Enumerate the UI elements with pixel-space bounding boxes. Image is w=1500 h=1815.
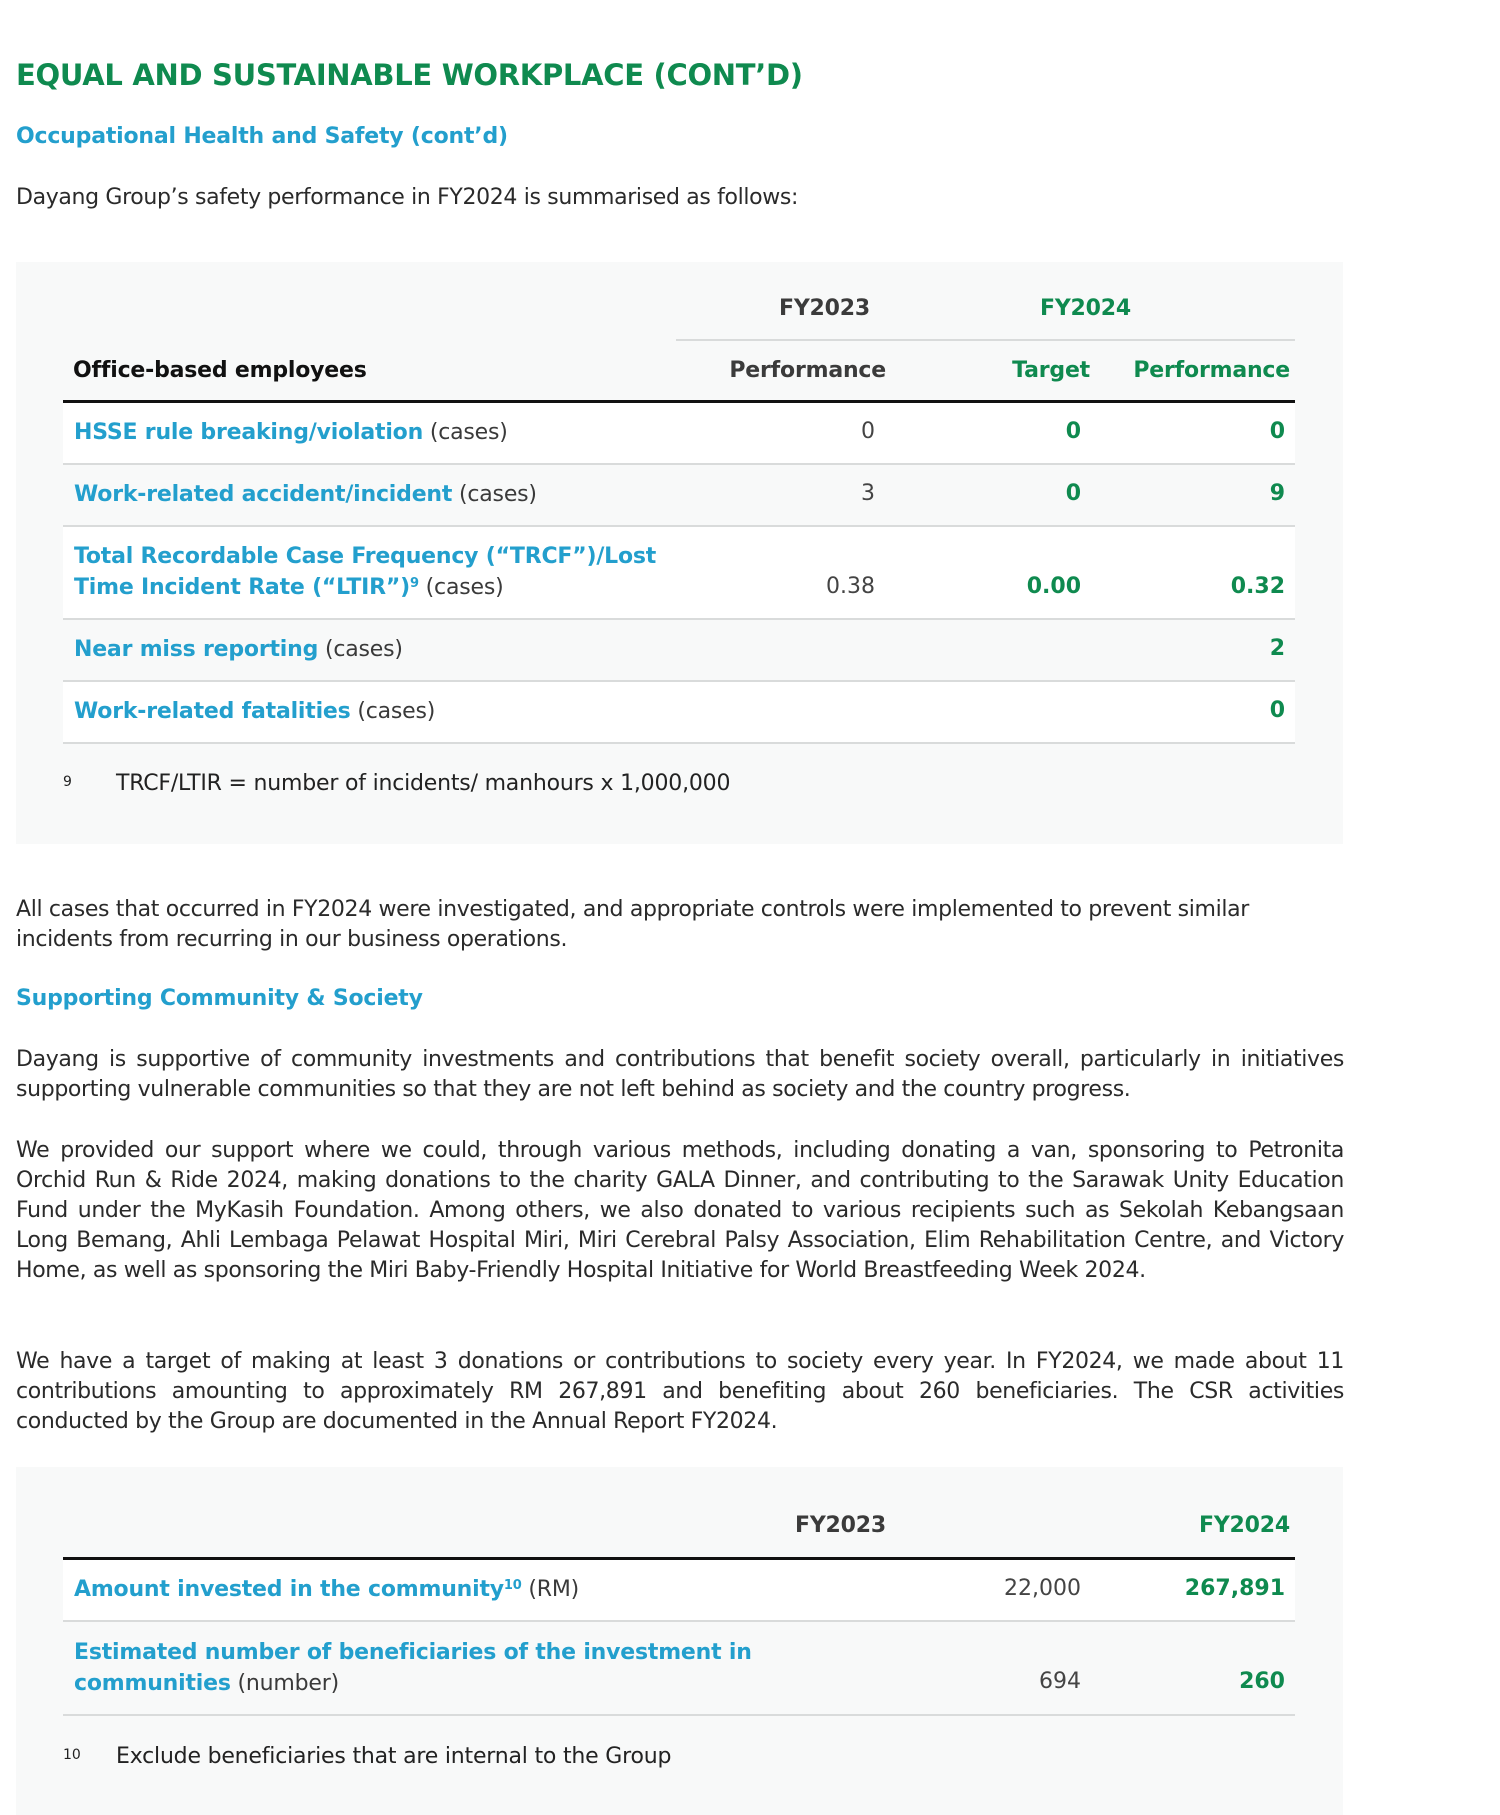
footnote-number: 10 [63,1747,81,1763]
value-fy2024-target: 0.00 [1026,574,1081,599]
row-label [74,1574,579,1605]
table-row [63,1622,1295,1716]
safety-table-panel [16,262,1343,844]
row-label-text: Estimated number of beneficiaries of the investment in [74,1640,752,1665]
value-fy2023: 0 [861,419,875,444]
row-label-text: Amount invested in the community [74,1577,504,1602]
row-unit: (RM) [528,1577,580,1602]
table-row [63,620,1295,682]
row-unit: (number) [237,1671,339,1696]
group-header-fy2024: FY2024 [1040,296,1131,321]
row-unit: (cases) [429,420,508,445]
community-paragraph-2: We provided our support where we could, through various methods, including donating a van, sponsoring to Petronita Orchid Run & Ride 2024, making donations to the charity GALA Dinner, and contributing to the Sarawak Unity Education Fund under the MyKasih Foundation. Among others, we also donated to various recipients such as Sekolah Kebangsaan Long Bemang, Ahli Lembaga Pelawat Hospital Miri, Miri Cerebral Palsy Association, Elim Rehabilitation Centre, and Victory Home, as well as sponsoring the Miri Baby-Friendly Hospital Initiative for World Breastfeeding Week 2024. [16,1138,1344,1283]
value-fy2023: 22,000 [1004,1576,1081,1601]
column-header-fy2024-target: Target [1012,358,1090,383]
community-heading: Supporting Community & Society [16,986,423,1011]
row-unit: (cases) [459,482,537,507]
row-label-text: Total Recordable Case Frequency (“TRCF”)/Lost [74,544,657,569]
row-label-text: Work-related fatalities [74,699,351,724]
value-fy2024: 267,891 [1184,1576,1285,1601]
column-header-fy2023-performance: Performance [729,358,886,383]
value-fy2024: 0 [1269,698,1285,723]
row-label [74,634,403,665]
row-unit: (cases) [324,637,403,662]
value-fy2024: 2 [1269,636,1285,661]
investigation-paragraph: All cases that occurred in FY2024 were investigated, and appropriate controls were implemented to prevent similar incidents from recurring in our business operations. [16,897,1249,952]
row-label-text-line2: communities [74,1671,231,1696]
community-table-panel [16,1467,1343,1815]
value-fy2024-target: 0 [1065,419,1081,444]
value-fy2023: 0.38 [826,574,875,599]
value-fy2023: 3 [861,481,875,506]
column-header-fy2024-performance: Performance [1133,358,1290,383]
footnote-text: TRCF/LTIR = number of incidents/ manhours x 1,000,000 [116,771,731,796]
footnote-ref: 10 [503,1578,522,1593]
group-header-fy2023: FY2023 [779,296,870,321]
row-label-text: Work-related accident/incident [74,482,453,507]
footnote-number: 9 [63,774,72,790]
footnote-ref: 9 [410,576,419,591]
community-paragraph-1: Dayang is supportive of community investments and contributions that benefit society overall, particularly in initiatives supporting vulnerable communities so that they are not left behind as society and the country progress. [16,1047,1344,1102]
column-header-fy2023: FY2023 [795,1513,886,1538]
table-row [63,465,1295,527]
column-header-fy2024: FY2024 [1199,1513,1290,1538]
row-label-text: Near miss reporting [74,637,319,662]
row-label [74,479,537,510]
column-header-category: Office-based employees [73,358,367,383]
footnote-text: Exclude beneficiaries that are internal to the Group [116,1744,672,1769]
value-fy2024: 260 [1239,1669,1285,1694]
value-fy2024: 0.32 [1230,574,1285,599]
row-unit: (cases) [357,699,436,724]
value-fy2024: 9 [1269,481,1285,506]
row-label-text-line2: Time Incident Rate (“LTIR”) [74,575,411,600]
table-row [63,403,1295,465]
row-label [74,417,508,448]
value-fy2023: 694 [1039,1669,1081,1694]
table-row [63,682,1295,744]
table-row [63,527,1295,620]
group-header-divider [676,339,1295,341]
row-label [74,1637,752,1699]
ohs-intro: Dayang Group’s safety performance in FY2024 is summarised as follows: [16,185,799,210]
row-unit: (cases) [425,575,504,600]
section-title: EQUAL AND SUSTAINABLE WORKPLACE (CONT’D) [16,58,803,92]
row-label [74,696,435,727]
value-fy2024: 0 [1269,419,1285,444]
row-label-text: HSSE rule breaking/violation [74,420,424,445]
value-fy2024-target: 0 [1065,481,1081,506]
row-label [74,541,656,603]
community-paragraph-3: We have a target of making at least 3 donations or contributions to society every year. In FY2024, we made about 11 contributions amounting to approximately RM 267,891 and benefiting about 260 beneficiaries. The CSR activities conducted by the Group are documented in the Annual Report FY2024. [16,1349,1344,1434]
ohs-heading: Occupational Health and Safety (cont’d) [16,124,508,149]
table-row [63,1560,1295,1622]
